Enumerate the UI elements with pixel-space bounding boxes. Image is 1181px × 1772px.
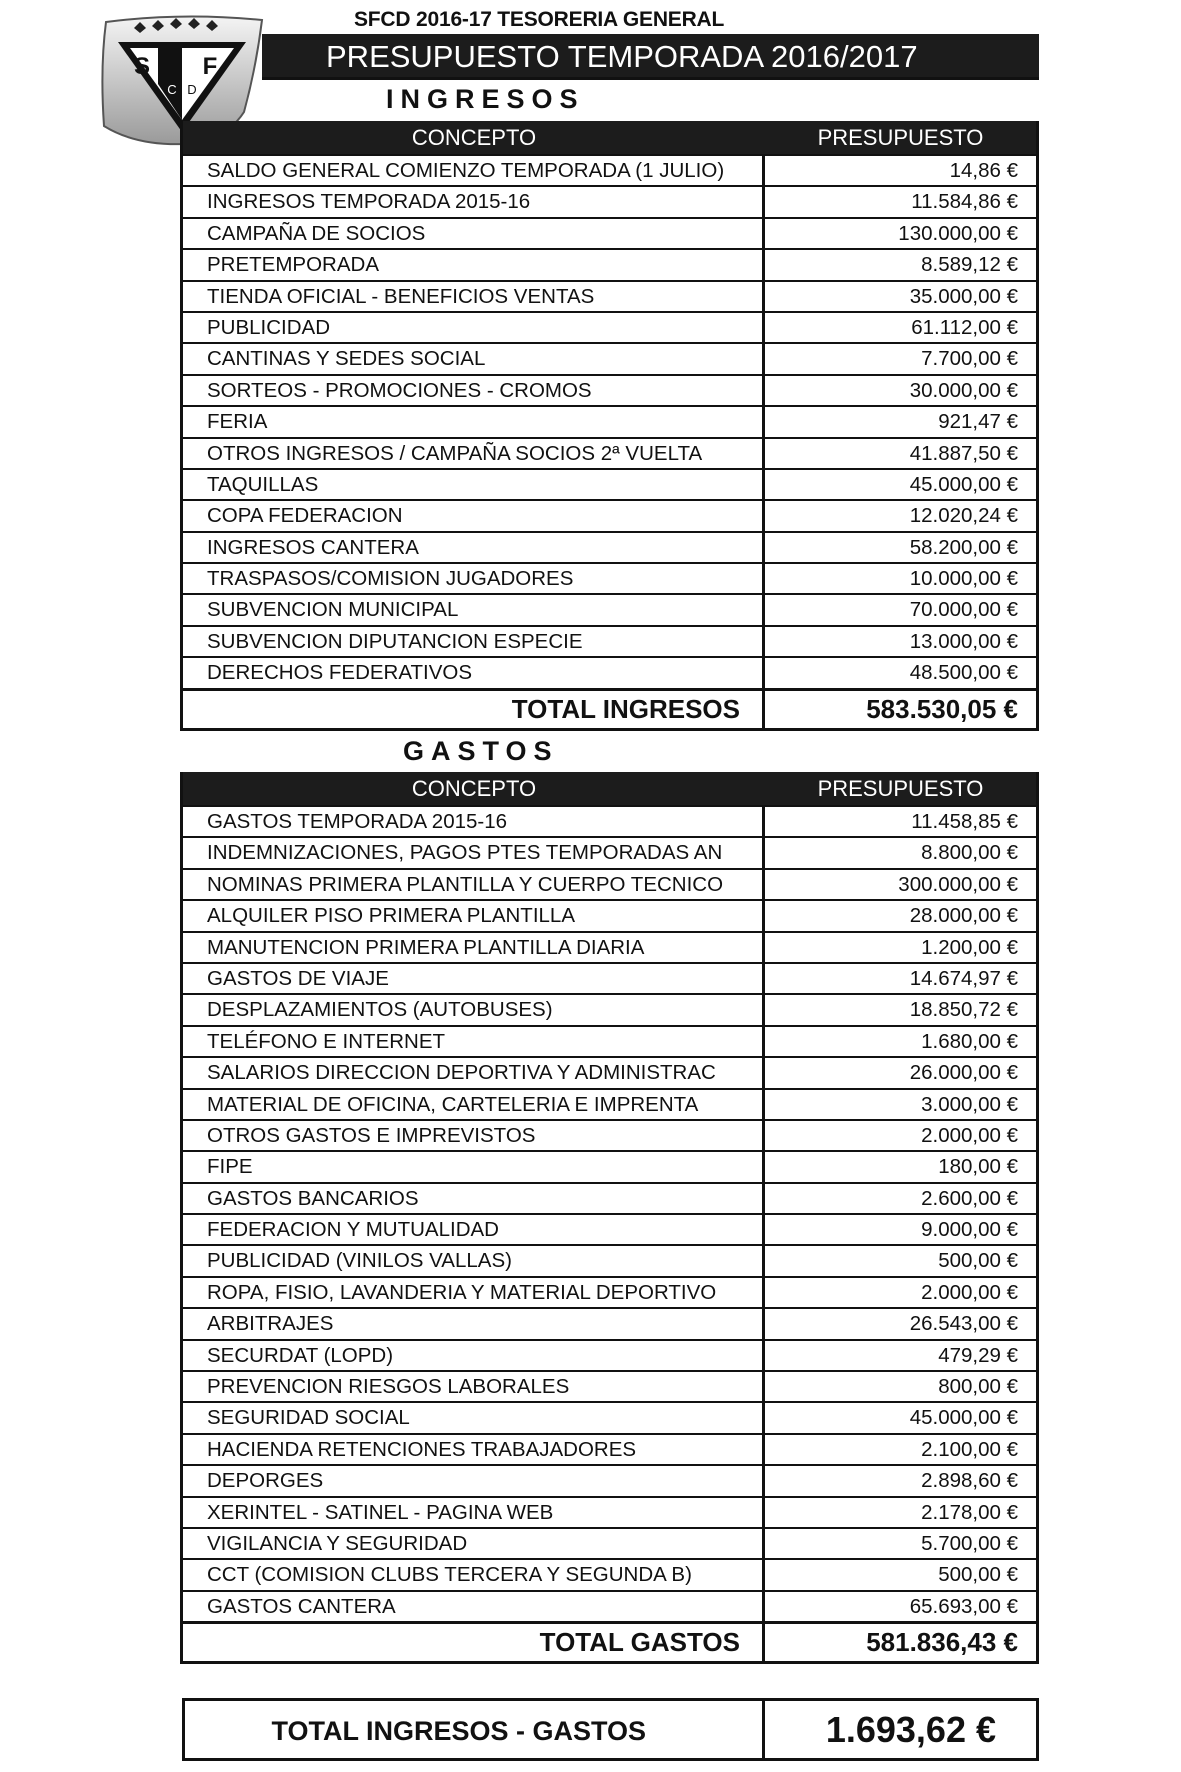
table-row	[183, 1401, 1036, 1432]
table-row	[183, 1119, 1036, 1150]
row-concept: SALDO GENERAL COMIENZO TEMPORADA (1 JULIO)	[183, 156, 765, 185]
table-row	[183, 185, 1036, 216]
table-row	[183, 248, 1036, 279]
row-concept: PRETEMPORADA	[183, 250, 765, 279]
table-row	[183, 437, 1036, 468]
row-concept: PUBLICIDAD	[183, 313, 765, 342]
gastos-section-label: GASTOS	[403, 736, 559, 766]
table-row	[183, 1433, 1036, 1464]
gastos-table	[180, 772, 1039, 1664]
row-amount: 1.200,00 €	[921, 935, 1018, 959]
row-amount: 2.898,60 €	[921, 1469, 1018, 1493]
row-amount: 14.674,97 €	[909, 966, 1018, 990]
table-row	[183, 593, 1036, 624]
row-concept: CCT (COMISION CLUBS TERCERA Y SEGUNDA B)	[183, 1560, 765, 1589]
row-amount: 300.000,00 €	[898, 872, 1018, 896]
row-concept: FEDERACION Y MUTUALIDAD	[183, 1215, 765, 1244]
gastos-table-header	[183, 772, 1036, 805]
row-amount: 26.543,00 €	[909, 1312, 1018, 1336]
row-concept: ALQUILER PISO PRIMERA PLANTILLA	[183, 901, 765, 930]
table-row	[183, 805, 1036, 836]
table-row	[183, 993, 1036, 1024]
ingresos-rows	[183, 154, 1036, 688]
row-amount: 8.589,12 €	[921, 253, 1018, 277]
row-amount: 479,29 €	[938, 1343, 1018, 1367]
row-concept: INDEMNIZACIONES, PAGOS PTES TEMPORADAS AN	[183, 838, 765, 867]
row-amount: 45.000,00 €	[909, 472, 1018, 496]
row-concept: TELÉFONO E INTERNET	[183, 1027, 765, 1056]
row-amount: 500,00 €	[938, 1249, 1018, 1273]
row-concept: HACIENDA RETENCIONES TRABAJADORES	[183, 1435, 765, 1464]
gastos-header-concept: CONCEPTO	[411, 776, 537, 801]
row-amount: 2.178,00 €	[921, 1500, 1018, 1524]
table-row	[183, 931, 1036, 962]
table-row	[183, 1088, 1036, 1119]
ingresos-header-concept: CONCEPTO	[411, 125, 537, 150]
table-row	[183, 1182, 1036, 1213]
row-amount: 61.112,00 €	[911, 315, 1018, 339]
row-amount: 11.584,86 €	[911, 190, 1018, 214]
row-concept: NOMINAS PRIMERA PLANTILLA Y CUERPO TECNICO	[183, 870, 765, 899]
row-amount: 65.693,00 €	[909, 1594, 1018, 1618]
gastos-total-row	[183, 1621, 1036, 1661]
ingresos-total-label: TOTAL INGRESOS	[183, 691, 765, 728]
row-concept: XERINTEL - SATINEL - PAGINA WEB	[183, 1498, 765, 1527]
row-amount: 9.000,00 €	[921, 1218, 1018, 1242]
row-concept: CAMPAÑA DE SOCIOS	[183, 219, 765, 248]
table-row	[183, 468, 1036, 499]
document-title: SFCD 2016-17 TESORERIA GENERAL	[354, 8, 725, 31]
row-amount: 2.000,00 €	[921, 1280, 1018, 1304]
table-row	[183, 836, 1036, 867]
row-amount: 800,00 €	[938, 1375, 1018, 1399]
row-concept: MATERIAL DE OFICINA, CARTELERIA E IMPRENTA	[183, 1090, 765, 1119]
row-amount: 28.000,00 €	[909, 904, 1018, 928]
table-row	[183, 1056, 1036, 1087]
budget-banner: PRESUPUESTO TEMPORADA 2016/2017	[262, 34, 1039, 80]
table-row	[183, 625, 1036, 656]
row-concept: INGRESOS TEMPORADA 2015-16	[183, 187, 765, 216]
row-concept: SUBVENCION MUNICIPAL	[183, 595, 765, 624]
row-concept: COPA FEDERACION	[183, 501, 765, 530]
gastos-total-label: TOTAL GASTOS	[183, 1624, 765, 1661]
table-row	[183, 1213, 1036, 1244]
row-amount: 8.800,00 €	[921, 841, 1018, 865]
row-amount: 500,00 €	[938, 1563, 1018, 1587]
table-row	[183, 374, 1036, 405]
table-row	[183, 1527, 1036, 1558]
row-concept: DERECHOS FEDERATIVOS	[183, 658, 765, 687]
ingresos-total-amount: 583.530,05 €	[866, 693, 1018, 724]
row-concept: SUBVENCION DIPUTANCION ESPECIE	[183, 627, 765, 656]
table-row	[183, 531, 1036, 562]
row-concept: TAQUILLAS	[183, 470, 765, 499]
row-concept: ROPA, FISIO, LAVANDERIA Y MATERIAL DEPORTIVO	[183, 1278, 765, 1307]
row-concept: DESPLAZAMIENTOS (AUTOBUSES)	[183, 995, 765, 1024]
row-concept: FERIA	[183, 407, 765, 436]
row-concept: GASTOS BANCARIOS	[183, 1184, 765, 1213]
table-row	[183, 1464, 1036, 1495]
table-row	[183, 1370, 1036, 1401]
balance-label: TOTAL INGRESOS - GASTOS	[185, 1701, 765, 1758]
table-row	[183, 1276, 1036, 1307]
row-concept: DEPORGES	[183, 1466, 765, 1495]
ingresos-section-label: INGRESOS	[386, 84, 585, 114]
row-concept: VIGILANCIA Y SEGURIDAD	[183, 1529, 765, 1558]
table-row	[183, 1590, 1036, 1621]
row-amount: 41.887,50 €	[909, 441, 1018, 465]
gastos-rows	[183, 805, 1036, 1621]
row-amount: 10.000,00 €	[909, 567, 1018, 591]
row-amount: 2.100,00 €	[921, 1437, 1018, 1461]
row-concept: TRASPASOS/COMISION JUGADORES	[183, 564, 765, 593]
ingresos-table	[180, 121, 1039, 731]
row-amount: 26.000,00 €	[909, 1061, 1018, 1085]
row-amount: 2.600,00 €	[921, 1186, 1018, 1210]
table-row	[183, 1558, 1036, 1589]
crest-letter-s: S	[133, 53, 151, 80]
table-row	[183, 1025, 1036, 1056]
crest-letter-d: D	[187, 82, 197, 97]
table-row	[183, 899, 1036, 930]
row-amount: 58.200,00 €	[909, 535, 1018, 559]
row-concept: INGRESOS CANTERA	[183, 533, 765, 562]
row-concept: GASTOS CANTERA	[183, 1592, 765, 1621]
table-row	[183, 499, 1036, 530]
row-amount: 921,47 €	[938, 410, 1018, 434]
crest-letter-f: F	[202, 53, 218, 80]
row-amount: 35.000,00 €	[909, 284, 1018, 308]
row-amount: 12.020,24 €	[909, 504, 1018, 528]
ingresos-header-budget: PRESUPUESTO	[817, 125, 984, 150]
table-row	[183, 280, 1036, 311]
row-amount: 2.000,00 €	[921, 1123, 1018, 1147]
table-row	[183, 217, 1036, 248]
row-concept: CANTINAS Y SEDES SOCIAL	[183, 344, 765, 373]
row-amount: 13.000,00 €	[909, 629, 1018, 653]
row-concept: ARBITRAJES	[183, 1309, 765, 1338]
crest-letter-c: C	[167, 82, 177, 97]
balance-amount: 1.693,62 €	[825, 1709, 996, 1750]
table-row	[183, 1307, 1036, 1338]
row-concept: PUBLICIDAD (VINILOS VALLAS)	[183, 1246, 765, 1275]
row-concept: SALARIOS DIRECCION DEPORTIVA Y ADMINISTRAC	[183, 1058, 765, 1087]
row-amount: 180,00 €	[938, 1155, 1018, 1179]
row-amount: 7.700,00 €	[921, 347, 1018, 371]
row-amount: 30.000,00 €	[909, 378, 1018, 402]
row-amount: 3.000,00 €	[921, 1092, 1018, 1116]
row-concept: FIPE	[183, 1152, 765, 1181]
row-concept: GASTOS DE VIAJE	[183, 964, 765, 993]
row-concept: OTROS GASTOS E IMPREVISTOS	[183, 1121, 765, 1150]
row-amount: 130.000,00 €	[898, 221, 1018, 245]
row-amount: 18.850,72 €	[909, 998, 1018, 1022]
row-amount: 48.500,00 €	[909, 661, 1018, 685]
row-amount: 5.700,00 €	[921, 1531, 1018, 1555]
table-row	[183, 405, 1036, 436]
row-amount: 70.000,00 €	[909, 598, 1018, 622]
row-concept: SECURDAT (LOPD)	[183, 1341, 765, 1370]
table-row	[183, 656, 1036, 687]
balance-box	[182, 1698, 1039, 1761]
row-concept: TIENDA OFICIAL - BENEFICIOS VENTAS	[183, 282, 765, 311]
row-amount: 45.000,00 €	[909, 1406, 1018, 1430]
ingresos-total-row	[183, 688, 1036, 728]
table-row	[183, 868, 1036, 899]
table-row	[183, 154, 1036, 185]
row-amount: 11.458,85 €	[911, 810, 1018, 833]
table-row	[183, 1496, 1036, 1527]
table-row	[183, 962, 1036, 993]
row-concept: OTROS INGRESOS / CAMPAÑA SOCIOS 2ª VUELTA	[183, 439, 765, 468]
table-row	[183, 311, 1036, 342]
table-row	[183, 562, 1036, 593]
row-concept: GASTOS TEMPORADA 2015-16	[183, 807, 765, 836]
row-concept: PREVENCION RIESGOS LABORALES	[183, 1372, 765, 1401]
table-row	[183, 1150, 1036, 1181]
row-concept: SEGURIDAD SOCIAL	[183, 1403, 765, 1432]
row-amount: 1.680,00 €	[921, 1029, 1018, 1053]
table-row	[183, 342, 1036, 373]
table-row	[183, 1244, 1036, 1275]
gastos-header-budget: PRESUPUESTO	[817, 776, 984, 801]
row-concept: MANUTENCION PRIMERA PLANTILLA DIARIA	[183, 933, 765, 962]
gastos-total-amount: 581.836,43 €	[866, 1627, 1018, 1658]
row-amount: 14,86 €	[949, 159, 1018, 182]
row-concept: SORTEOS - PROMOCIONES - CROMOS	[183, 376, 765, 405]
table-row	[183, 1339, 1036, 1370]
ingresos-table-header	[183, 121, 1036, 154]
